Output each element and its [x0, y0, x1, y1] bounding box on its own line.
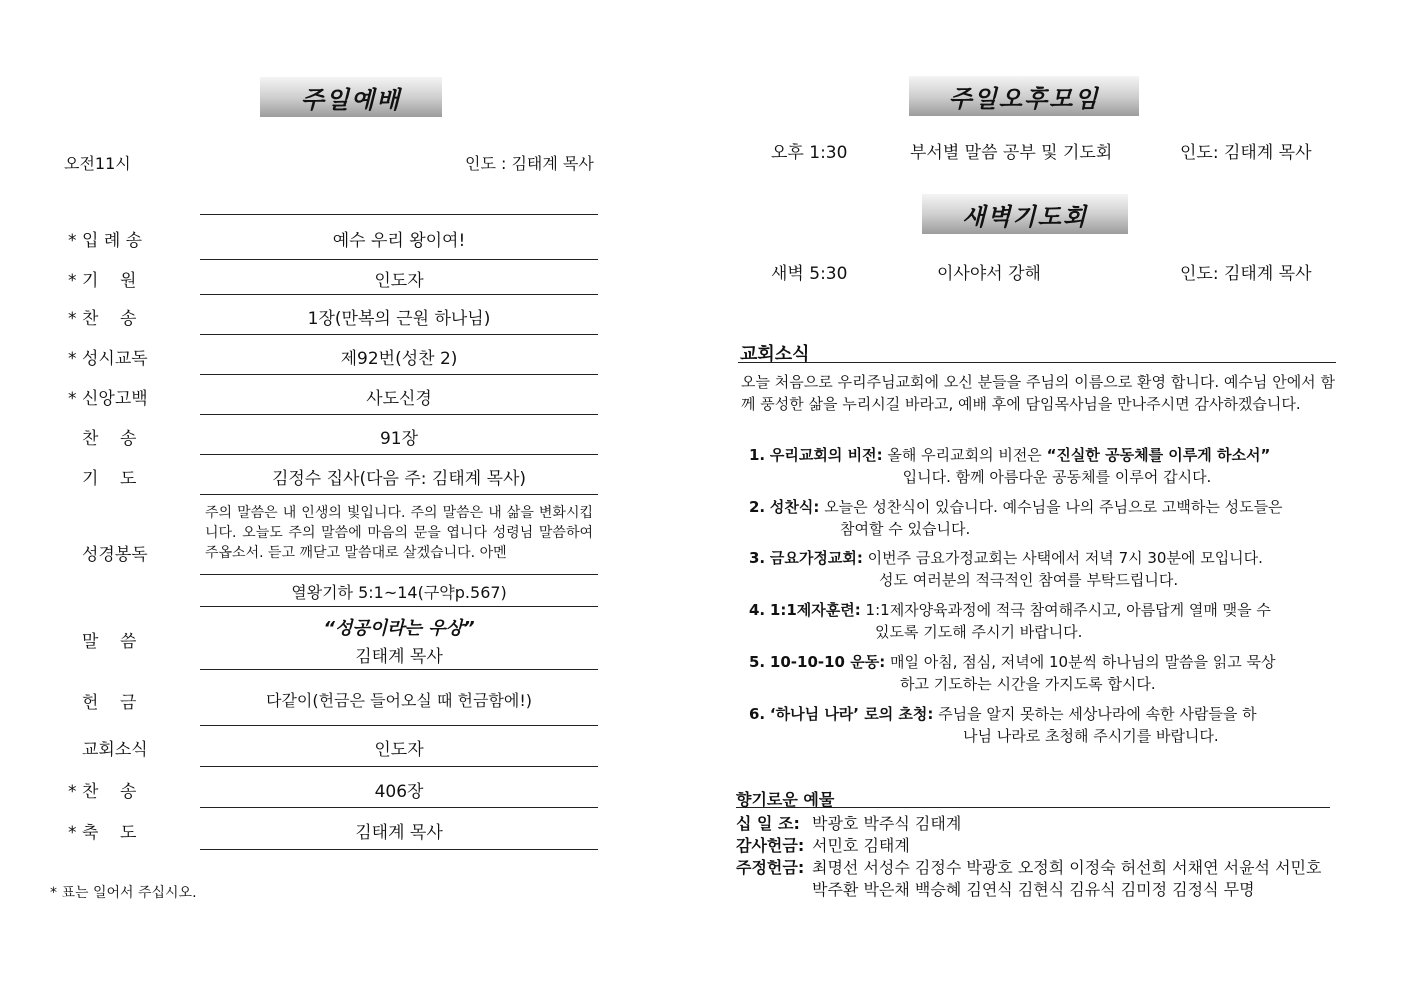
offering-row-tithe: 십 일 조: 박광호 박주식 김태계 — [736, 814, 962, 833]
offering-underline — [736, 807, 1330, 808]
order-label-hymn-1: * 찬 송 — [68, 309, 137, 329]
table-line — [200, 606, 598, 607]
table-line — [200, 454, 598, 455]
worship-leader: 인도 : 김태계 목사 — [465, 154, 594, 173]
worship-time: 오전11시 — [64, 154, 131, 173]
dawn-title: 이사야서 강해 — [937, 264, 1041, 284]
news-item-discipleship: 4. 1:1제자훈련: 1:1제자양육과정에 적극 참여해주시고, 아름답게 열매 맺을 수 있도록 기도해 주시기 바랍니다. — [749, 601, 1271, 641]
dawn-prayer-banner: 새벽기도회 — [922, 194, 1128, 234]
order-label-prayer: 기 도 — [82, 469, 137, 489]
sermon-title: “성공이라는 우상” — [323, 618, 475, 639]
order-label-offering: 헌 금 — [82, 693, 137, 713]
order-label-hymn-3: * 찬 송 — [68, 782, 137, 802]
scripture-prayer-text: 주의 말씀은 내 인생의 빛입니다. 주의 말씀은 내 삶을 변화시킵니다. 오늘도 주의 말씀에 마음의 문을 엽니다 성령님 말씀하여 주옵소서. 듣고 깨닫고 말씀대로 살겠습니다. 아멘 — [205, 505, 593, 561]
afternoon-title: 부서별 말씀 공부 및 기도회 — [910, 143, 1113, 163]
table-line — [200, 494, 598, 495]
offering-row-thanks: 감사헌금: 서민호 김태계 — [736, 836, 910, 855]
standing-footnote: * 표는 일어서 주십시오. — [50, 885, 197, 901]
order-label-scripture: 성경봉독 — [82, 545, 148, 565]
scripture-reference: 열왕기하 5:1~14(구약p.567) — [291, 583, 507, 602]
table-line — [200, 574, 598, 575]
afternoon-meeting-banner: 주일오후모임 — [909, 76, 1139, 116]
news-underline — [738, 362, 1336, 363]
news-item-vision: 1. 우리교회의 비전: 올해 우리교회의 비전은 “진실한 공동체를 이루게 하소서” 입니다. 함께 아름다운 공동체를 이루어 갑시다. — [749, 446, 1271, 486]
order-label-sermon: 말 씀 — [82, 632, 137, 652]
welcome-message: 오늘 처음으로 우리주님교회에 오신 분들을 주님의 이름으로 환영 합니다. 예수님 안에서 함께 풍성한 삶을 누리시길 바라고, 예배 후에 담임목사님을 만나주시면 감사하겠습니다. — [741, 373, 1335, 413]
order-label-hymn-2: 찬 송 — [82, 429, 137, 449]
order-content-entrance: 예수 우리 왕이여! — [332, 231, 466, 251]
sunday-worship-banner: 주일예배 — [260, 77, 442, 117]
order-label-benediction: * 축 도 — [68, 823, 137, 843]
news-item-kingdom-invitation: 6. ‘하나님 나라’ 로의 초청: 주님을 알지 못하는 세상나라에 속한 사람들을 하 나님 나라로 초청해 주시기를 바랍니다. — [749, 705, 1257, 745]
order-label-announcements: 교회소식 — [82, 740, 148, 760]
news-item-friday-home-church: 3. 금요가정교회: 이번주 금요가정교회는 사택에서 저녁 7시 30분에 모입니다. 성도 여러분의 적극적인 참여를 부탁드립니다. — [749, 549, 1263, 589]
order-content-prayer: 김정수 집사(다음 주: 김태계 목사) — [271, 469, 527, 489]
order-content-hymn-1: 1장(만복의 근원 하나님) — [307, 309, 491, 329]
news-item-communion: 2. 성찬식: 오늘은 성찬식이 있습니다. 예수님을 나의 주님으로 고백하는 성도들은 참여할 수 있습니다. — [749, 498, 1283, 538]
order-content-announcements: 인도자 — [374, 740, 424, 760]
order-content-offering: 다같이(헌금은 들어오실 때 헌금함에!) — [266, 691, 532, 710]
order-content-invocation: 인도자 — [374, 271, 424, 291]
order-content-creed: 사도신경 — [366, 389, 432, 409]
afternoon-leader: 인도: 김태계 목사 — [1180, 143, 1312, 163]
order-content-hymn-3: 406장 — [374, 782, 424, 802]
order-label-responsive-reading: * 성시교독 — [68, 349, 148, 369]
table-line — [200, 414, 598, 415]
church-news-heading: 교회소식 — [740, 344, 810, 365]
table-line — [200, 725, 598, 726]
table-line — [200, 669, 598, 670]
order-content-responsive-reading: 제92번(성찬 2) — [340, 349, 458, 369]
table-line — [200, 807, 598, 808]
afternoon-time: 오후 1:30 — [771, 143, 848, 163]
order-label-entrance: * 입 례 송 — [68, 231, 143, 251]
table-line — [200, 374, 598, 375]
order-content-hymn-2: 91장 — [379, 429, 419, 449]
offering-row-weekly-continued: 박주환 박은채 백승혜 김연식 김현식 김유식 김미정 김정식 무명 — [812, 880, 1255, 899]
sermon-preacher: 김태계 목사 — [355, 647, 443, 667]
table-line — [200, 214, 598, 215]
table-line — [200, 294, 598, 295]
table-line — [200, 334, 598, 335]
offering-row-weekly: 주정헌금: 최명선 서성수 김정수 박광호 오정희 이정숙 허선희 서채연 서윤석 서민호 — [736, 858, 1322, 877]
table-line — [200, 766, 598, 767]
table-line — [200, 849, 598, 850]
order-content-benediction: 김태계 목사 — [355, 823, 443, 843]
dawn-leader: 인도: 김태계 목사 — [1180, 264, 1312, 284]
offering-heading: 향기로운 예물 — [736, 790, 835, 809]
table-line — [200, 259, 598, 260]
order-label-invocation: * 기 원 — [68, 271, 137, 291]
news-item-10-10-10: 5. 10-10-10 운동: 매일 아침, 점심, 저녁에 10분씩 하나님의 말씀을 읽고 묵상 하고 기도하는 시간을 가지도록 합시다. — [749, 653, 1276, 693]
dawn-time: 새벽 5:30 — [771, 264, 848, 284]
order-label-creed: * 신앙고백 — [68, 389, 148, 409]
